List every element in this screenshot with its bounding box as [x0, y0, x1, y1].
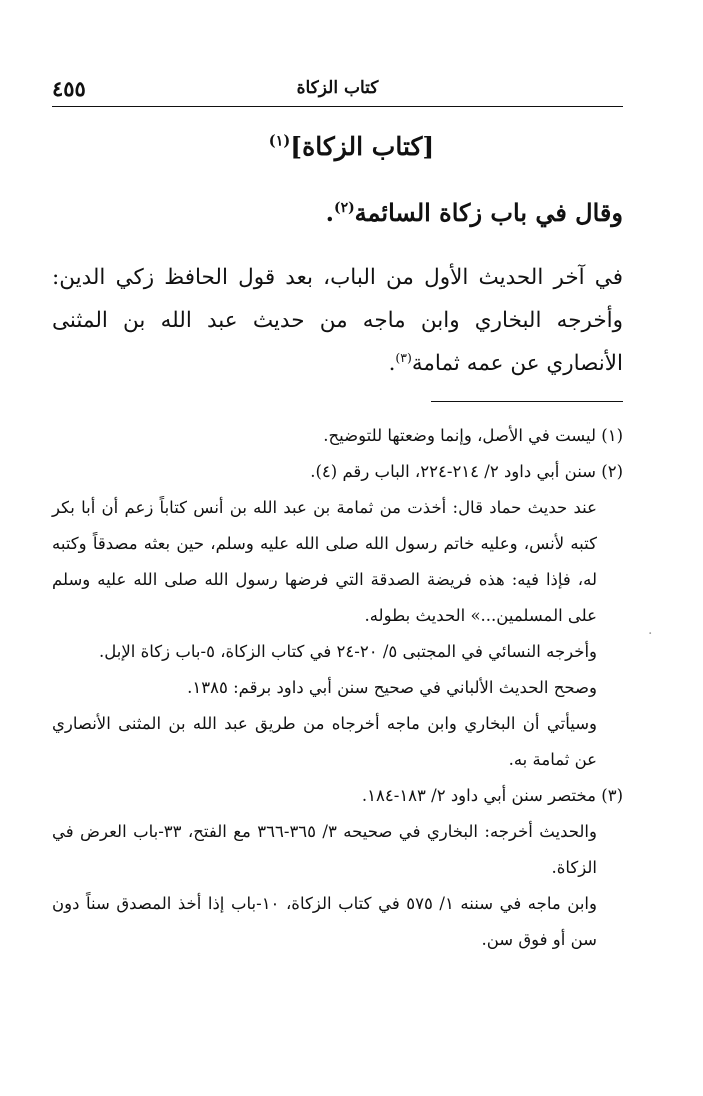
footnote-marker-2: (٢) — [334, 200, 355, 216]
footnote-2: (٢) سنن أبي داود ٢/ ٢١٤-٢٢٤، الباب رقم (٤). — [310, 462, 623, 481]
scan-speck: · — [648, 626, 653, 642]
section-heading-text: وقال في باب زكاة السائمة — [354, 198, 623, 227]
footnote-2-paragraph-1: عند حديث حماد قال: أخذت من ثمامة بن عبد الله بن أنس كتاباً زعم أن أبا بكر كتبه لأنس، وعليه خاتم رسول الله صلى الله عليه وسلم، حين بعثه مصدقاً وكتبه له، فإذا فيه: هذه فريضة الصدقة التي فرضها رسول الله صلى الله عليه وسلم على المسلمين...» الحديث بطوله. — [52, 498, 597, 625]
page-number: ٤٥٥ — [52, 76, 86, 101]
footnote-3: (٣) مختصر سنن أبي داود ٢/ ١٨٣-١٨٤. — [361, 786, 623, 805]
footnote-2-paragraph-4: وسيأتي أن البخاري وابن ماجه أخرجاه من طريق عبد الله بن المثنى الأنصاري عن ثمامة به. — [52, 714, 597, 769]
footnote-2-paragraph-2: وأخرجه النسائي في المجتبى ٥/ ٢٠-٢٤ في كتاب الزكاة، ٥-باب زكاة الإبل. — [99, 642, 597, 661]
main-text-body: في آخر الحديث الأول من الباب، بعد قول الحافظ زكي الدين: وأخرجه البخاري وابن ماجه من حديث عبد الله بن المثنى الأنصاري عن عمه ثمامة — [52, 265, 623, 376]
main-text-end: . — [388, 351, 396, 376]
chapter-title — [0, 132, 703, 161]
footnote-3-paragraph-2: وابن ماجه في سننه ١/ ٥٧٥ في كتاب الزكاة، ١٠-باب إذا أخذ المصدق سناً دون سن أو فوق سن. — [52, 894, 597, 949]
footnotes — [52, 418, 623, 958]
footnote-marker-1: (١) — [268, 132, 291, 150]
footnote-3-paragraph-1: والحديث أخرجه: البخاري في صحيحه ٣/ ٣٦٥-٣٦٦ مع الفتح، ٣٣-باب العرض في الزكاة. — [52, 822, 597, 877]
chapter-title-text: [كتاب الزكاة] — [290, 132, 435, 161]
footnote-2-paragraph-3: وصحح الحديث الألباني في صحيح سنن أبي داود برقم: ١٣٨٥. — [187, 678, 597, 697]
footnote-1: (١) ليست في الأصل، وإنما وضعتها للتوضيح. — [323, 426, 623, 445]
running-title: كتاب الزكاة — [296, 78, 379, 98]
header-rule — [52, 106, 623, 107]
footnote-marker-3: (٣) — [395, 349, 412, 365]
page-header — [52, 76, 623, 104]
section-heading — [52, 198, 623, 227]
section-heading-end: . — [325, 198, 334, 227]
footnote-separator — [431, 401, 623, 402]
main-text — [52, 256, 623, 385]
